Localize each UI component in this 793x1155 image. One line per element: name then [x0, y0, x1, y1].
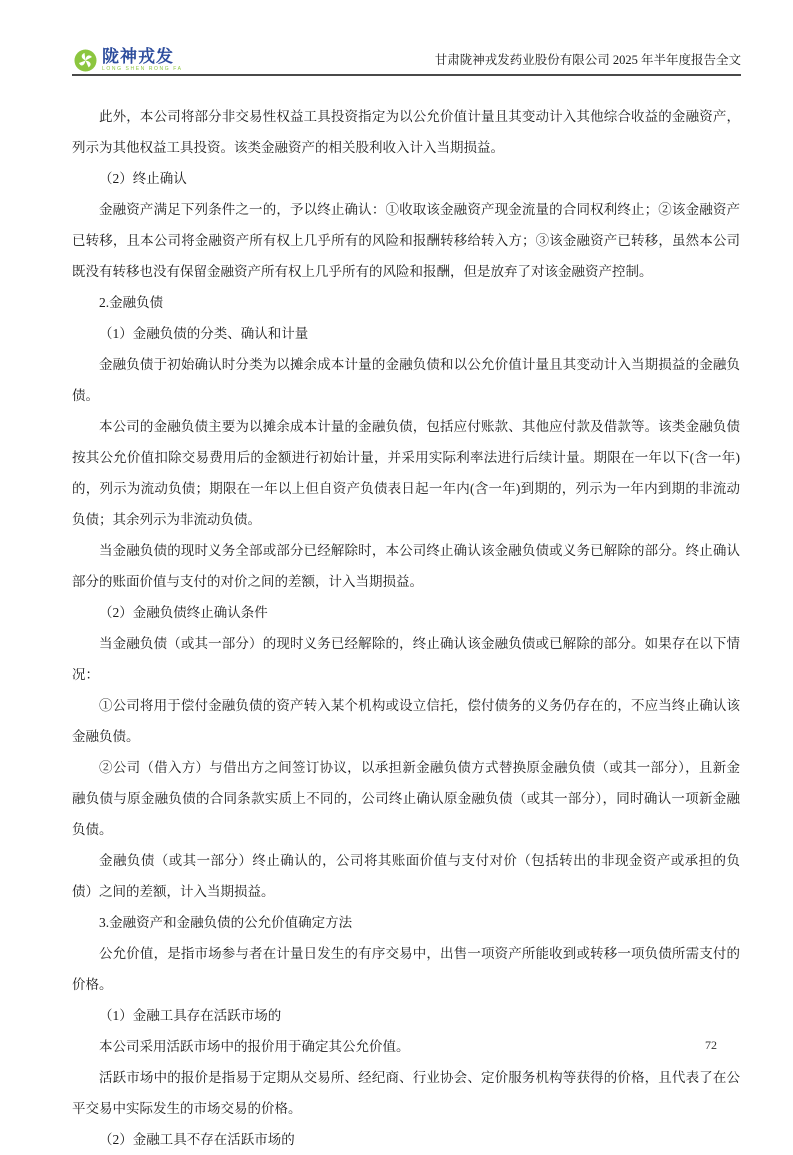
paragraph: 当金融负债的现时义务全部或部分已经解除时，本公司终止确认该金融负债或义务已解除的部分。终止确认部分的账面价值与支付的对价之间的差额，计入当期损益。	[72, 543, 740, 589]
paragraph: （1）金融负债的分类、确认和计量	[99, 326, 309, 341]
paragraph: 当金融负债（或其一部分）的现时义务已经解除的，终止确认该金融负债或已解除的部分。如果存在以下情况：	[72, 636, 740, 682]
company-logo	[74, 48, 183, 72]
paragraph: （2）金融负债终止确认条件	[99, 605, 268, 620]
paragraph: 本公司的金融负债主要为以摊余成本计量的金融负债，包括应付账款、其他应付款及借款等。该类金融负债按其公允价值扣除交易费用后的金额进行初始计量，并采用实际利率法进行后续计量。期限在一年以下(含一年)的，列示为流动负债；期限在一年以上但自资产负债表日起一年内(含一年)到期的，列示为一年内到期的非流动负债；其余列示为非流动负债。	[72, 419, 740, 527]
paragraph: 金融负债（或其一部分）终止确认的，公司将其账面价值与支付对价（包括转出的非现金资产或承担的负债）之间的差额，计入当期损益。	[72, 853, 740, 899]
logo-wordmark	[102, 48, 183, 72]
page-footer	[705, 1038, 717, 1053]
report-title: 甘肃陇神戎发药业股份有限公司 2025 年半年度报告全文	[434, 53, 741, 67]
paragraph: ②公司（借入方）与借出方之间签订协议，以承担新金融负债方式替换原金融负债（或其一部分），且新金融负债与原金融负债的合同条款实质上不同的，公司终止确认原金融负债（或其一部分），同时确认一项新金融负债。	[72, 760, 740, 837]
page-header	[72, 0, 741, 76]
paragraph: 金融负债于初始确认时分类为以摊余成本计量的金融负债和以公允价值计量且其变动计入当期损益的金融负债。	[72, 357, 740, 403]
paragraph: 本公司采用活跃市场中的报价用于确定其公允价值。	[99, 1039, 410, 1054]
paragraph: （2）金融工具不存在活跃市场的	[99, 1132, 295, 1147]
paragraph: 2.金融负债	[99, 295, 164, 310]
paragraph: （2）终止确认	[99, 171, 187, 186]
paragraph: 此外，本公司将部分非交易性权益工具投资指定为以公允价值计量且其变动计入其他综合收益的金融资产，列示为其他权益工具投资。该类金融资产的相关股利收入计入当期损益。	[72, 109, 740, 155]
document-body	[0, 76, 793, 1155]
pinwheel-logo-icon	[74, 49, 97, 72]
page-number: 72	[705, 1038, 717, 1052]
paragraph: ①公司将用于偿付金融负债的资产转入某个机构或设立信托，偿付债务的义务仍存在的，不应当终止确认该金融负债。	[72, 698, 740, 744]
paragraph: 3.金融资产和金融负债的公允价值确定方法	[99, 915, 353, 930]
logo-brand-cn: 陇神戎发	[102, 47, 174, 66]
logo-brand-en: LONG SHEN RONG FA	[102, 66, 183, 72]
paragraph: 活跃市场中的报价是指易于定期从交易所、经纪商、行业协会、定价服务机构等获得的价格，且代表了在公平交易中实际发生的市场交易的价格。	[72, 1070, 740, 1116]
paragraph: 公允价值，是指市场参与者在计量日发生的有序交易中，出售一项资产所能收到或转移一项负债所需支付的价格。	[72, 946, 740, 992]
paragraph: （1）金融工具存在活跃市场的	[99, 1008, 282, 1023]
paragraph: 金融资产满足下列条件之一的，予以终止确认：①收取该金融资产现金流量的合同权利终止；②该金融资产已转移，且本公司将金融资产所有权上几乎所有的风险和报酬转移给转入方；③该金融资产已转移，虽然本公司既没有转移也没有保留金融资产所有权上几乎所有的风险和报酬，但是放弃了对该金融资产控制。	[72, 202, 740, 279]
